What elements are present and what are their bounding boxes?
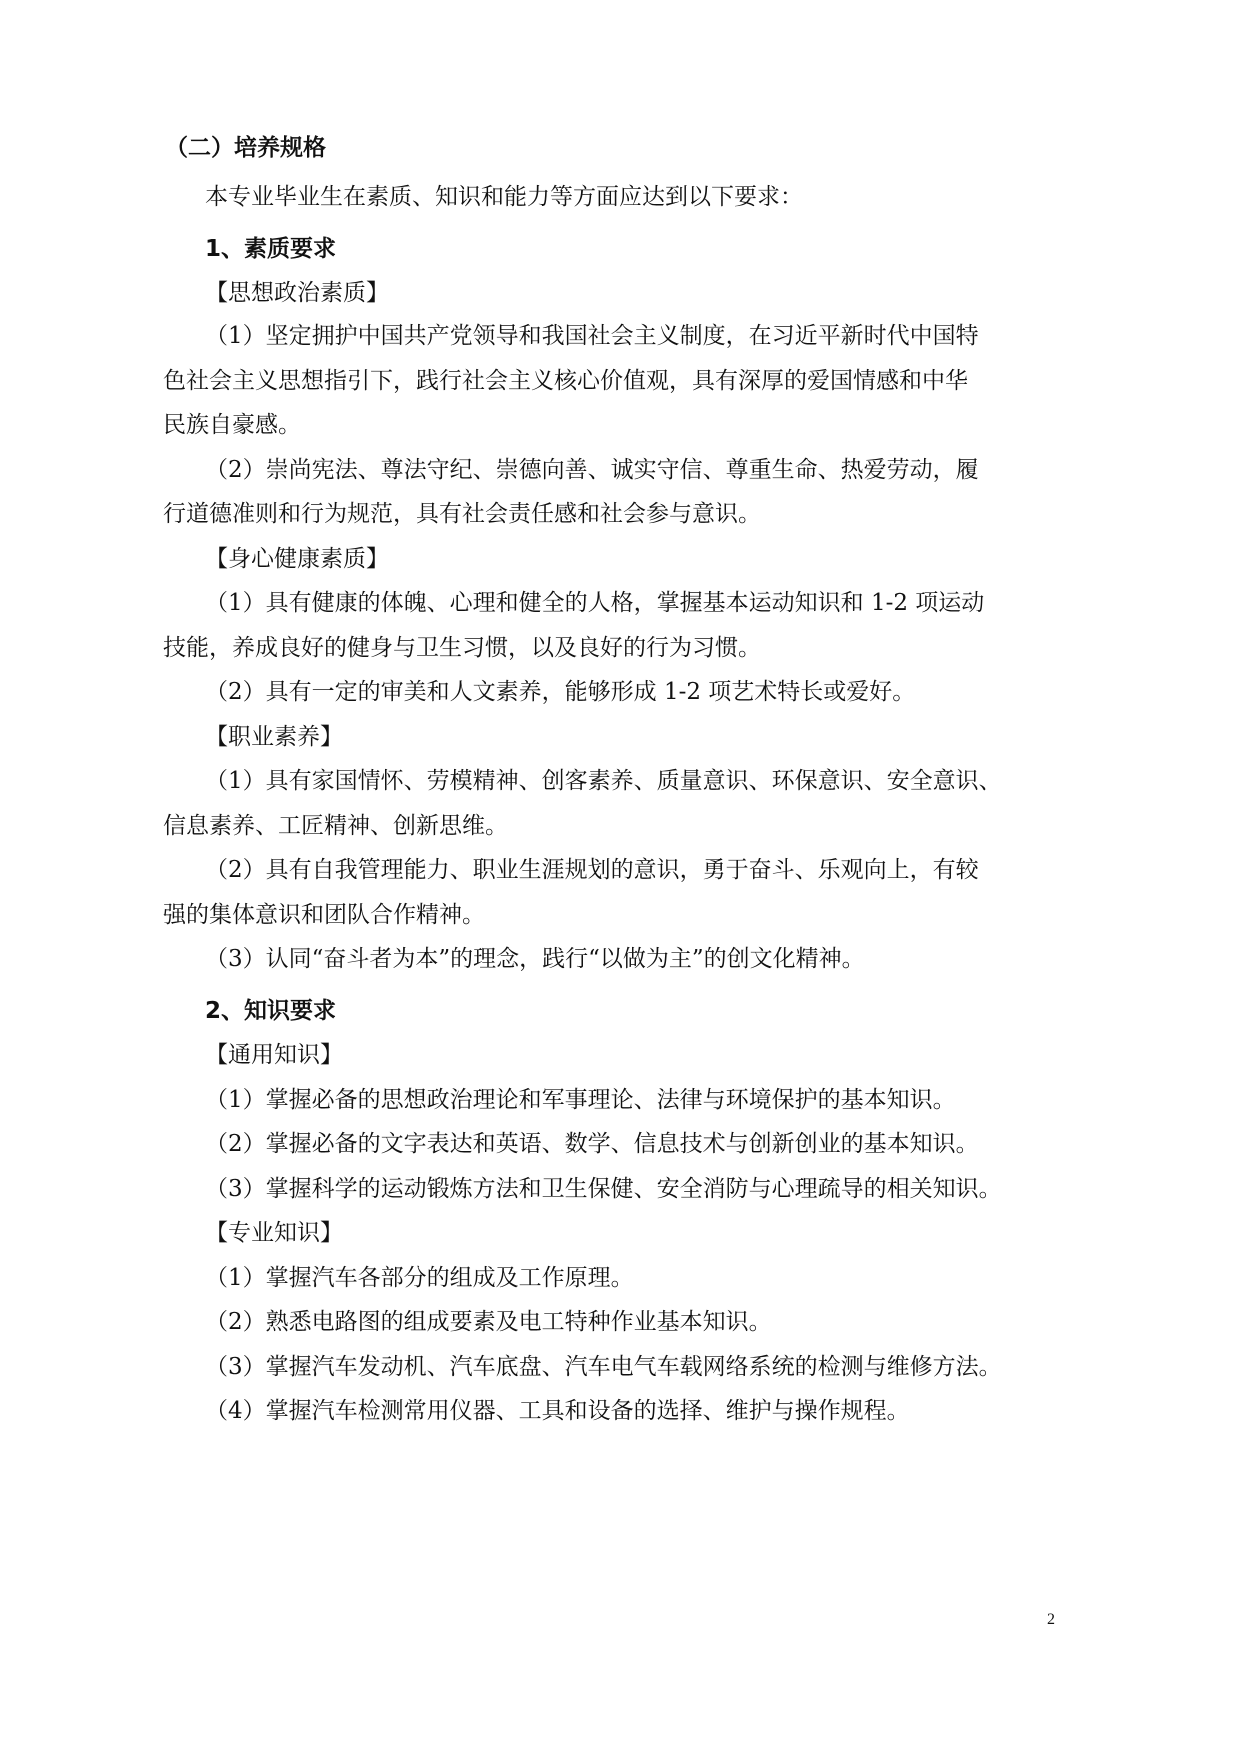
category-label-ideological: 【思想政治素质】 bbox=[205, 280, 389, 306]
paragraph-line: （1）坚定拥护中国共产党领导和我国社会主义制度，在习近平新时代中国特 bbox=[205, 323, 979, 349]
subheading-knowledge-requirements: 2、知识要求 bbox=[205, 998, 337, 1024]
paragraph-line: （3）认同“奋斗者为本”的理念，践行“以做为主”的创文化精神。 bbox=[205, 946, 865, 972]
paragraph-line: （2）具有一定的审美和人文素养，能够形成 1-2 项艺术特长或爱好。 bbox=[205, 679, 916, 705]
intro-paragraph: 本专业毕业生在素质、知识和能力等方面应达到以下要求： bbox=[205, 184, 803, 210]
paragraph-line: 强的集体意识和团队合作精神。 bbox=[163, 902, 485, 928]
paragraph-line: （2）掌握必备的文字表达和英语、数学、信息技术与创新创业的基本知识。 bbox=[205, 1131, 979, 1157]
category-label-professional-quality: 【职业素养】 bbox=[205, 724, 343, 750]
paragraph-line: 信息素养、工匠精神、创新思维。 bbox=[163, 813, 508, 839]
paragraph-line: 色社会主义思想指引下，践行社会主义核心价值观，具有深厚的爱国情感和中华 bbox=[163, 368, 968, 394]
paragraph-line: 行道德准则和行为规范，具有社会责任感和社会参与意识。 bbox=[163, 501, 761, 527]
category-label-general-knowledge: 【通用知识】 bbox=[205, 1042, 343, 1068]
paragraph-line: （1）具有健康的体魄、心理和健全的人格，掌握基本运动知识和 1-2 项运动 bbox=[205, 590, 985, 616]
paragraph-line: （3）掌握汽车发动机、汽车底盘、汽车电气车载网络系统的检测与维修方法。 bbox=[205, 1354, 1002, 1380]
paragraph-line: （3）掌握科学的运动锻炼方法和卫生保健、安全消防与心理疏导的相关知识。 bbox=[205, 1176, 1002, 1202]
paragraph-line: （1）具有家国情怀、劳模精神、创客素养、质量意识、环保意识、安全意识、 bbox=[205, 768, 1002, 794]
paragraph-line: 民族自豪感。 bbox=[163, 412, 301, 438]
subheading-quality-requirements: 1、素质要求 bbox=[205, 236, 337, 262]
paragraph-line: （1）掌握必备的思想政治理论和军事理论、法律与环境保护的基本知识。 bbox=[205, 1087, 956, 1113]
paragraph-line: （4）掌握汽车检测常用仪器、工具和设备的选择、维护与操作规程。 bbox=[205, 1398, 910, 1424]
category-label-health: 【身心健康素质】 bbox=[205, 546, 389, 572]
paragraph-line: （2）熟悉电路图的组成要素及电工特种作业基本知识。 bbox=[205, 1309, 772, 1335]
paragraph-line: （1）掌握汽车各部分的组成及工作原理。 bbox=[205, 1265, 634, 1291]
paragraph-line: （2）具有自我管理能力、职业生涯规划的意识，勇于奋斗、乐观向上，有较 bbox=[205, 857, 979, 883]
paragraph-line: 技能，养成良好的健身与卫生习惯，以及良好的行为习惯。 bbox=[163, 635, 761, 661]
page-number: 2 bbox=[1047, 1611, 1055, 1628]
category-label-professional-knowledge: 【专业知识】 bbox=[205, 1220, 343, 1246]
paragraph-line: （2）崇尚宪法、尊法守纪、崇德向善、诚实守信、尊重生命、热爱劳动，履 bbox=[205, 457, 979, 483]
section-heading: （二）培养规格 bbox=[165, 135, 326, 161]
